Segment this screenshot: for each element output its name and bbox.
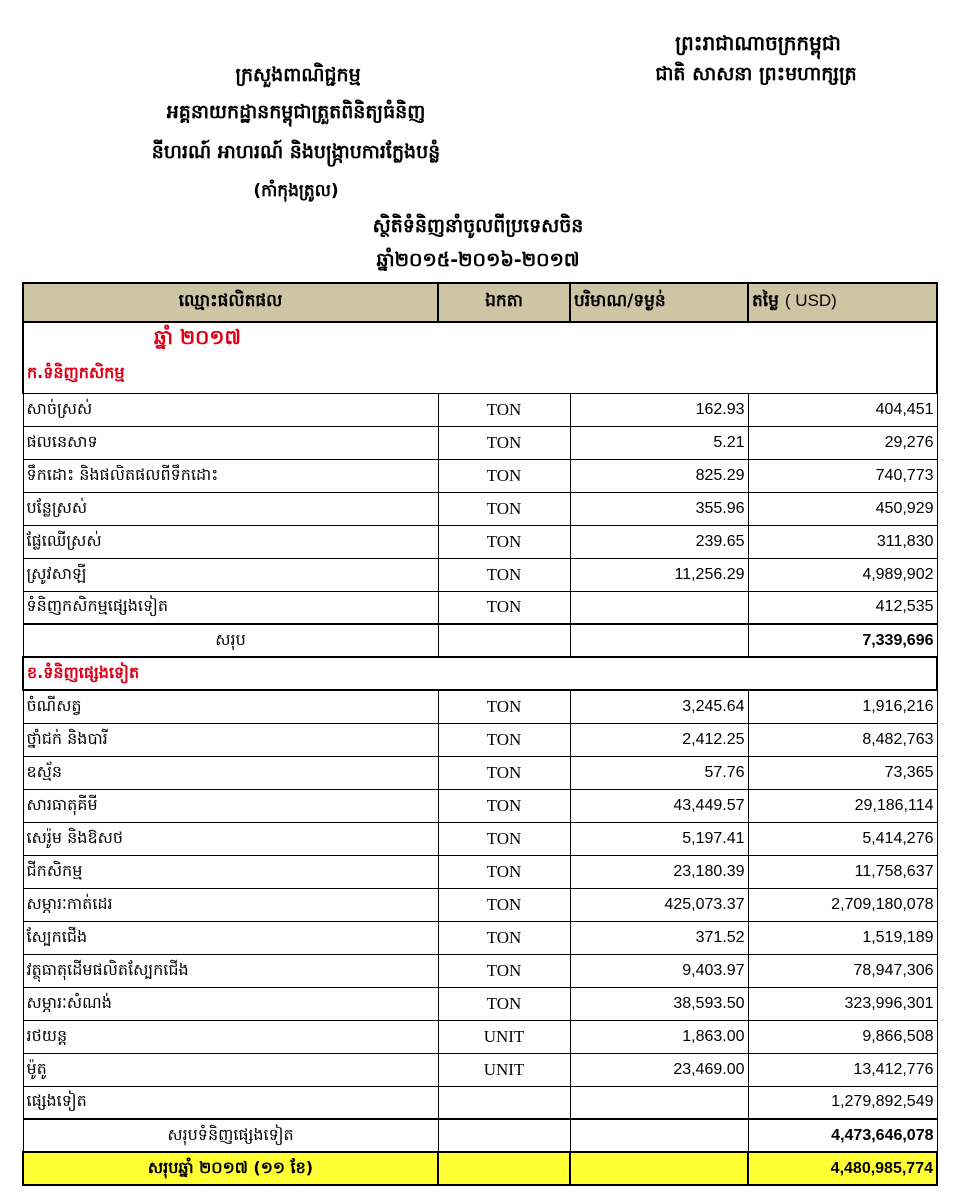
- unit-cell: [438, 1086, 570, 1119]
- value-cell: 5,414,276: [748, 822, 937, 855]
- product-name: ជីកសិកម្ម: [23, 855, 438, 888]
- unit-cell: TON: [438, 822, 570, 855]
- report-years: ឆ្នាំ២០១៥-២០១៦-២០១៧: [376, 249, 580, 271]
- product-name: ផ្សេងទៀត: [23, 1086, 438, 1119]
- table-row: [23, 1020, 937, 1053]
- value-cell: 2,709,180,078: [748, 888, 937, 921]
- quantity-cell: 38,593.50: [570, 987, 748, 1020]
- table-header-row: [23, 283, 937, 322]
- total-value: 4,473,646,078: [748, 1119, 937, 1152]
- unit-cell: TON: [438, 459, 570, 492]
- empty-cell: [570, 1119, 748, 1152]
- report-title: ស្ថិតិទំនិញនាំចូលពីប្រទេសចិន: [372, 215, 584, 237]
- quantity-cell: 43,449.57: [570, 789, 748, 822]
- unit-cell: TON: [438, 558, 570, 591]
- table-row: [23, 921, 937, 954]
- unit-cell: TON: [438, 789, 570, 822]
- product-name: សម្ភារៈកាត់ដេរ: [23, 888, 438, 921]
- year-label: ឆ្នាំ ២០១៧: [23, 322, 937, 355]
- quantity-cell: 23,180.39: [570, 855, 748, 888]
- value-cell: 450,929: [748, 492, 937, 525]
- quantity-cell: 5.21: [570, 426, 748, 459]
- value-cell: 1,279,892,549: [748, 1086, 937, 1119]
- section-a-row: [23, 355, 937, 393]
- quantity-cell: 2,412.25: [570, 723, 748, 756]
- quantity-cell: [570, 591, 748, 624]
- product-name: ផលនេសាទ: [23, 426, 438, 459]
- unit-cell: TON: [438, 855, 570, 888]
- section-b-title: ខ.ទំនិញផ្សេងទៀត: [23, 657, 937, 690]
- total-value: 7,339,696: [748, 624, 937, 657]
- product-name: ឧស្ម័ន: [23, 756, 438, 789]
- table-row: [23, 591, 937, 624]
- product-name: វត្ថុធាតុដើមផលិតស្បែកជើង: [23, 954, 438, 987]
- unit-cell: TON: [438, 525, 570, 558]
- total-label: សរុប: [23, 624, 438, 657]
- table-row: [23, 1053, 937, 1086]
- unit-cell: TON: [438, 591, 570, 624]
- unit-cell: TON: [438, 723, 570, 756]
- table-row: [23, 558, 937, 591]
- value-cell: 9,866,508: [748, 1020, 937, 1053]
- empty-cell: [570, 1152, 748, 1185]
- value-cell: 13,412,776: [748, 1053, 937, 1086]
- table-row: [23, 822, 937, 855]
- section-a-total-row: [23, 624, 937, 657]
- unit-cell: TON: [438, 888, 570, 921]
- product-name: សម្ភារៈសំណង់: [23, 987, 438, 1020]
- table-row: [23, 888, 937, 921]
- office-name: នីហរណ៍ អាហរណ៍ និងបង្ក្រាបការក្លែងបន្លំ: [151, 141, 441, 163]
- table-row: [23, 756, 937, 789]
- col-unit: ឯកតា: [438, 283, 570, 322]
- empty-cell: [438, 1119, 570, 1152]
- value-cell: 740,773: [748, 459, 937, 492]
- value-cell: 1,916,216: [748, 690, 937, 723]
- quantity-cell: 5,197.41: [570, 822, 748, 855]
- quantity-cell: 425,073.37: [570, 888, 748, 921]
- quantity-cell: 825.29: [570, 459, 748, 492]
- quantity-cell: 1,863.00: [570, 1020, 748, 1053]
- year-row: [23, 322, 937, 355]
- unit-cell: TON: [438, 426, 570, 459]
- product-name: ស្រូវសាឡី: [23, 558, 438, 591]
- unit-cell: TON: [438, 921, 570, 954]
- product-name: ម៉ូតូ: [23, 1053, 438, 1086]
- product-name: រថយន្ត: [23, 1020, 438, 1053]
- product-name: ស្បែកជើង: [23, 921, 438, 954]
- product-name: ចំណីសត្វ: [23, 690, 438, 723]
- quantity-cell: 11,256.29: [570, 558, 748, 591]
- product-name: សេរ៉ូម និងឱសថ: [23, 822, 438, 855]
- kingdom-title: ព្រះរាជាណាចក្រកម្ពុជា: [675, 31, 841, 55]
- value-cell: 311,830: [748, 525, 937, 558]
- col-value: [748, 283, 937, 322]
- table-row: [23, 525, 937, 558]
- empty-cell: [438, 624, 570, 657]
- unit-cell: TON: [438, 690, 570, 723]
- value-cell: 412,535: [748, 591, 937, 624]
- ministry-name: ក្រសួងពាណិជ្ជកម្ម: [235, 64, 361, 86]
- unit-cell: UNIT: [438, 1020, 570, 1053]
- section-b-row: [23, 657, 937, 690]
- quantity-cell: [570, 1086, 748, 1119]
- quantity-cell: 3,245.64: [570, 690, 748, 723]
- product-name: ថ្នាំជក់ និងបារី: [23, 723, 438, 756]
- product-name: ទំនិញកសិកម្មផ្សេងទៀត: [23, 591, 438, 624]
- col-product-name: ឈ្មោះផលិតផល: [23, 283, 438, 322]
- grand-total-label: សរុបឆ្នាំ ២០១៧ (១១ ខែ): [23, 1152, 438, 1185]
- table-row: [23, 492, 937, 525]
- quantity-cell: 355.96: [570, 492, 748, 525]
- table-row: [23, 426, 937, 459]
- unit-cell: TON: [438, 987, 570, 1020]
- unit-cell: TON: [438, 756, 570, 789]
- table-row: [23, 855, 937, 888]
- value-cell: 1,519,189: [748, 921, 937, 954]
- product-name: ទឹកដោះ និងផលិតផលពីទឹកដោះ: [23, 459, 438, 492]
- grand-total-value: 4,480,985,774: [748, 1152, 937, 1185]
- section-b-total-row: [23, 1119, 937, 1152]
- value-cell: 404,451: [748, 393, 937, 426]
- unit-cell: TON: [438, 954, 570, 987]
- product-name: សាច់ស្រស់: [23, 393, 438, 426]
- value-cell: 323,996,301: [748, 987, 937, 1020]
- table-row: [23, 954, 937, 987]
- table-row: [23, 723, 937, 756]
- col-quantity: បរិមាណ/ទម្ងន់: [570, 283, 748, 322]
- value-cell: 78,947,306: [748, 954, 937, 987]
- table-row: [23, 789, 937, 822]
- value-cell: 11,758,637: [748, 855, 937, 888]
- unit-cell: UNIT: [438, 1053, 570, 1086]
- col-value-currency: ( USD): [784, 291, 837, 310]
- unit-cell: TON: [438, 393, 570, 426]
- province-name: (កាំកុងត្រូល): [253, 181, 339, 201]
- import-statistics-table: [22, 282, 938, 1186]
- product-name: បន្លែស្រស់: [23, 492, 438, 525]
- table-row: [23, 690, 937, 723]
- quantity-cell: 57.76: [570, 756, 748, 789]
- product-name: សារធាតុគីមី: [23, 789, 438, 822]
- value-cell: 29,186,114: [748, 789, 937, 822]
- grand-total-row: [23, 1152, 937, 1185]
- quantity-cell: 9,403.97: [570, 954, 748, 987]
- unit-cell: TON: [438, 492, 570, 525]
- section-a-title: ក.ទំនិញកសិកម្ម: [23, 355, 937, 393]
- table-row: [23, 987, 937, 1020]
- value-cell: 4,989,902: [748, 558, 937, 591]
- table-row: [23, 393, 937, 426]
- quantity-cell: 371.52: [570, 921, 748, 954]
- quantity-cell: 239.65: [570, 525, 748, 558]
- col-value-label: តម្លៃ: [752, 291, 779, 311]
- table-row: [23, 1086, 937, 1119]
- empty-cell: [570, 624, 748, 657]
- quantity-cell: 162.93: [570, 393, 748, 426]
- value-cell: 29,276: [748, 426, 937, 459]
- value-cell: 8,482,763: [748, 723, 937, 756]
- total-label: សរុបទំនិញផ្សេងទៀត: [23, 1119, 438, 1152]
- table-row: [23, 459, 937, 492]
- empty-cell: [438, 1152, 570, 1185]
- quantity-cell: 23,469.00: [570, 1053, 748, 1086]
- motto: ជាតិ សាសនា ព្រះមហាក្សត្រ: [655, 63, 857, 85]
- department-name: អគ្គនាយកដ្ឋានកម្ពុជាត្រួតពិនិត្យធំនិញ: [166, 101, 426, 123]
- value-cell: 73,365: [748, 756, 937, 789]
- product-name: ផ្លែឈើស្រស់: [23, 525, 438, 558]
